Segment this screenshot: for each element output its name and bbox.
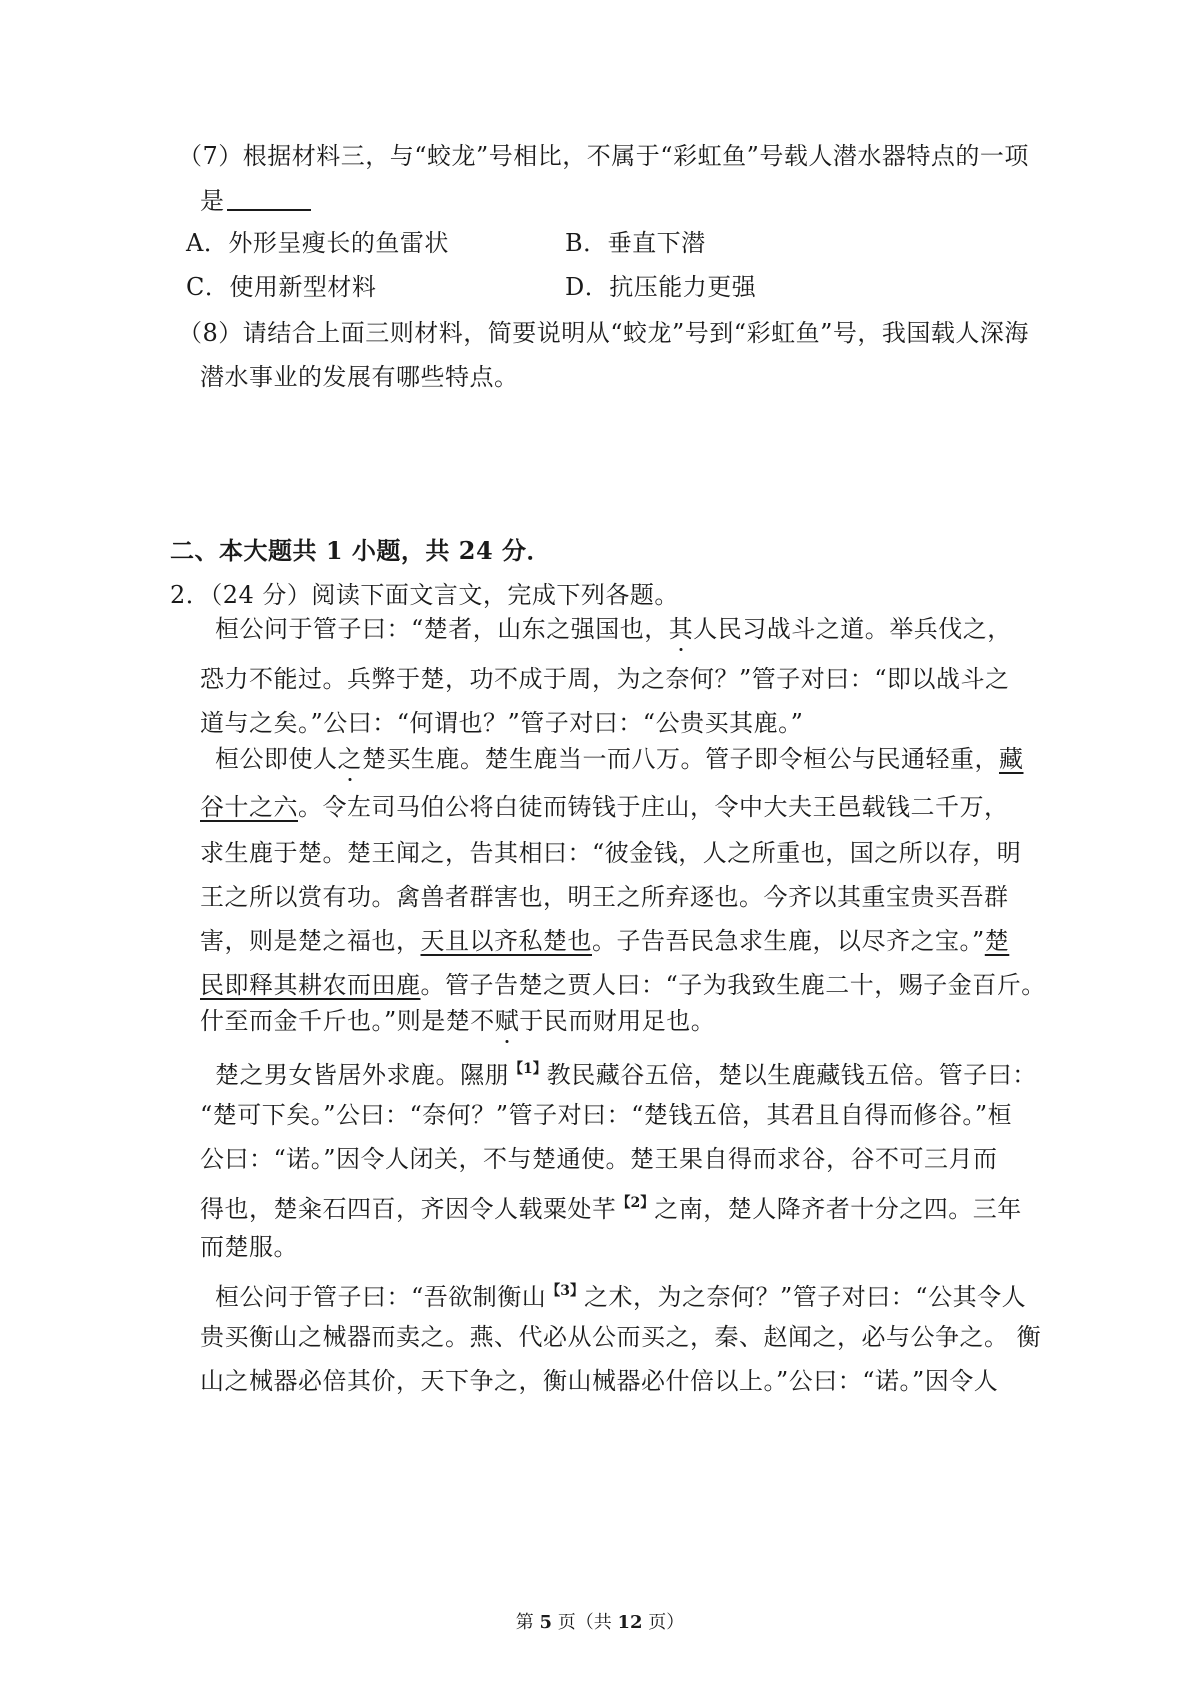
text: 什至而金千斤也。”则是楚不	[200, 1007, 495, 1035]
passage-p1-line-2: 恐力不能过。兵弊于楚，功不成于周，为之奈何？”管子对曰：“即以战斗之	[200, 665, 1010, 693]
page-footer	[0, 1611, 1200, 1635]
footnote-mark-1: 【1】	[509, 1061, 547, 1077]
passage-p2-line-5	[200, 926, 1009, 956]
text: 桓公即使人	[215, 745, 338, 773]
q7-option-d: D．抗压能力更强	[565, 273, 757, 301]
footer-suffix: 页）	[642, 1612, 685, 1633]
text: 。子告吾民急求生鹿，以尽齐之宝。”	[592, 927, 985, 955]
passage-p1-line-1	[215, 614, 1012, 644]
passage-p3-line-2: “楚可下矣。”公曰：“奈何？”管子对曰：“楚钱五倍，其君且自得而修谷。”桓	[200, 1101, 1013, 1129]
dotted-char: 之	[337, 745, 362, 773]
passage-p3-line-4	[200, 1188, 1022, 1224]
q7-option-a: A．外形呈瘦长的鱼雷状	[186, 229, 449, 257]
passage-p4-line-1	[215, 1276, 1026, 1312]
passage-p4-line-2: 贵买衡山之械器而卖之。燕、代必从公而买之，秦、赵闻之，必与公争之。 衡	[200, 1323, 1042, 1351]
passage-p2-line-2	[200, 792, 1009, 822]
passage-p3-line-1	[215, 1054, 1037, 1090]
passage-p3-line-3: 公曰：“诺。”因令人闭关，不与楚通使。楚王果自得而求谷，谷不可三月而	[200, 1145, 998, 1173]
text: 桓公问于管子曰：“楚者，山东之强国也，	[215, 615, 669, 643]
text: 得也，楚籴石四百，齐因令人载粟处芊	[200, 1195, 617, 1223]
q7-line-2-prefix: 是	[200, 187, 225, 215]
text: 人民习战斗之道。举兵伐之，	[693, 615, 1012, 643]
q7-option-b: B．垂直下潜	[565, 229, 706, 257]
text: 之南，楚人降齐者十分之四。三年	[654, 1195, 1022, 1223]
footer-middle: 页（共	[552, 1612, 618, 1633]
underlined-phrase: 藏	[999, 745, 1024, 773]
q8-line-2: 潜水事业的发展有哪些特点。	[200, 363, 519, 391]
underlined-phrase: 天且以齐私楚也	[420, 927, 592, 955]
passage-p2-line-4: 王之所以赏有功。禽兽者群害也，明王之所弃逐也。今齐以其重宝贵买吾群	[200, 883, 1009, 911]
text: 楚之男女皆居外求鹿。隰朋	[215, 1061, 509, 1089]
passage-p2-line-3: 求生鹿于楚。楚王闻之，告其相曰：“彼金钱，人之所重也，国之所以存，明	[200, 839, 1022, 867]
text: 桓公问于管子曰：“吾欲制衡山	[215, 1283, 547, 1311]
q7-line-2	[200, 186, 311, 216]
underlined-phrase: 谷十之六	[200, 793, 298, 821]
text: 教民藏谷五倍，楚以生鹿藏钱五倍。管子曰：	[546, 1061, 1037, 1089]
footer-page-number: 5	[539, 1612, 552, 1633]
passage-p2-line-1	[215, 744, 1024, 774]
passage-p4-line-3: 山之械器必倍其价，天下争之，衡山械器必什倍以上。”公曰：“诺。”因令人	[200, 1367, 999, 1395]
text: 楚买生鹿。楚生鹿当一而八万。管子即令桓公与民通轻重，	[362, 745, 999, 773]
passage-p2-line-7	[200, 1006, 715, 1036]
footnote-mark-3: 【3】	[546, 1283, 585, 1299]
dotted-char: 其	[668, 615, 694, 643]
passage-p2-line-6	[200, 970, 1046, 1000]
underlined-phrase: 民即释其耕农而田鹿	[200, 971, 421, 999]
q8-line-1: （8）请结合上面三则材料，简要说明从“蛟龙”号到“彩虹鱼”号，我国载人深海	[178, 319, 1029, 347]
underlined-phrase: 楚	[984, 927, 1010, 955]
text: 。令左司马伯公将白徒而铸钱于庄山，令中大夫王邑载钱二千万，	[298, 793, 1009, 821]
text: 。管子告楚之贾人曰：“子为我致生鹿二十，赐子金百斤。	[420, 971, 1046, 999]
q7-line-1: （7）根据材料三，与“蛟龙”号相比，不属于“彩虹鱼”号载人潜水器特点的一项	[178, 142, 1029, 170]
footnote-mark-2: 【2】	[616, 1195, 655, 1211]
dotted-char: 赋	[494, 1007, 520, 1035]
passage-p1-line-3: 道与之矣。”公曰：“何谓也？”管子对曰：“公贵买其鹿。”	[200, 709, 804, 737]
q7-option-c: C．使用新型材料	[186, 273, 377, 301]
text: 于民而财用足也。	[519, 1007, 716, 1035]
section-heading: 二、本大题共 1 小题，共 24 分．	[170, 536, 552, 565]
passage-p3-line-5: 而楚服。	[200, 1233, 298, 1261]
q2-intro: 2．（24 分）阅读下面文言文，完成下列各题。	[170, 581, 679, 609]
footer-prefix: 第	[515, 1612, 540, 1633]
answer-blank[interactable]	[227, 187, 311, 211]
text: 害，则是楚之福也，	[200, 927, 421, 955]
footer-total-pages: 12	[617, 1612, 643, 1633]
text: 之术，为之奈何？”管子对曰：“公其令人	[584, 1283, 1027, 1311]
